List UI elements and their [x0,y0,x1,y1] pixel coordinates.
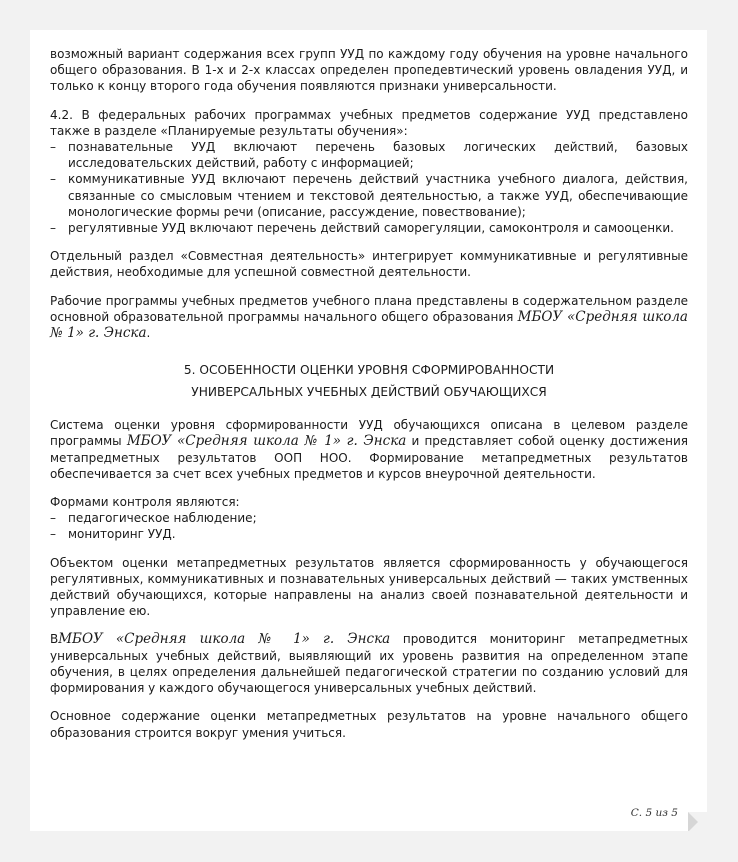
paragraph-joint-activity: Отдельный раздел «Совместная деятельность» интегрирует коммуникативные и регулятивные действия, необходимые для успешной совместной деятельности. [50,249,688,280]
paragraph-main-content: Основное содержание оценки метапредметных результатов на уровне начального общего образования строится вокруг умения учиться. [50,709,688,740]
list-dash: – [50,221,56,236]
paragraph-assessment-system [50,417,688,482]
list-item [50,171,688,220]
paragraph-assessment-object: Объектом оценки метапредметных результатов является сформированность у обучающегося регулятивных, коммуникативных и познавательных универсальных действий — таких умственных действий обучающихся, которые направлены на анализ своей познавательной деятельности и управление ею. [50,555,688,619]
paragraph-4-2-lead: 4.2. В федеральных рабочих программах учебных предметов содержание УУД представлено также в разделе «Планируемые результаты обучения»: [50,107,688,138]
list-item [50,526,688,542]
paragraph-text: Система оценки уровня сформированности УУД обучающихся описана в целевом разделе программы [50,418,688,449]
list-dash: – [50,511,56,526]
paragraph-control-forms-lead: Формами контроля являются: [50,495,240,510]
list-dash: – [50,527,56,542]
paragraph-period: . [146,326,151,341]
paragraph-work-programs [50,293,688,342]
heading-line-2: УНИВЕРСАЛЬНЫХ УЧЕБНЫХ ДЕЙСТВИЙ ОБУЧАЮЩИХСЯ [191,385,547,400]
heading-line-1: 5. ОСОБЕННОСТИ ОЦЕНКИ УРОВНЯ СФОРМИРОВАННОСТИ [183,363,555,378]
school-name: МБОУ «Средняя школа № 1» г. Энска [50,308,688,342]
list-item [50,220,688,236]
list-item-text: коммуникативные УУД включают перечень действий участника учебного диалога, действия, связанные со смысловым чтением и текстовой деятельностью, а также УУД, обеспечивающие монологические формы речи (описание, рассуждение, повествование); [68,172,688,219]
list-dash: – [50,140,56,155]
section-heading [50,359,688,403]
control-forms-list [50,510,688,542]
school-name: МБОУ «Средняя школа № 1» г. Энска [58,631,391,648]
page-number: С. 5 из 5 [630,806,678,819]
list-item-text: регулятивные УУД включают перечень действий саморегуляции, самоконтроля и самооценки. [68,221,674,236]
list-item-text: педагогическое наблюдение; [68,511,257,526]
list-dash: – [50,172,56,187]
list-item [50,510,688,526]
paragraph-text: и представляет собой оценку достижения метапредметных результатов ООП НОО. Формирование метапредметных результатов обеспечивается за счет всех учебных предметов и курсов внеурочной деятельности. [50,434,688,481]
list-item [50,139,688,171]
school-name: МБОУ «Средняя школа № 1» г. Энска [126,433,407,450]
paragraph-text: проводится мониторинг метапредметных универсальных учебных действий, выявляющий их уровень развития на определенном этапе обучения, в целях определения дальнейшей педагогической стратегии по созданию условий для формирования у каждого обучающегося универсальных учебных действий. [50,632,688,696]
list-item-text: познавательные УУД включают перечень базовых логических действий, базовых исследовательских действий, работу с информацией; [68,140,688,171]
paragraph-monitoring [50,631,688,696]
paragraph-1: возможный вариант содержания всех групп УУД по каждому году обучения на уровне начального общего образования. В 1-х и 2-х классах определен пропедевтический уровень овладения УУД, и только к концу второго года обучения появляются признаки универсальности. [50,47,688,94]
list-item-text: мониторинг УУД. [68,527,176,542]
page-corner-cut [688,812,708,832]
uud-types-list [50,139,688,236]
paragraph-text: Рабочие программы учебных предметов учебного плана представлены в содержательном разделе основной образовательной программы начального общего образования [50,293,688,324]
document-page [30,30,707,831]
paragraph-text: В [50,632,59,647]
